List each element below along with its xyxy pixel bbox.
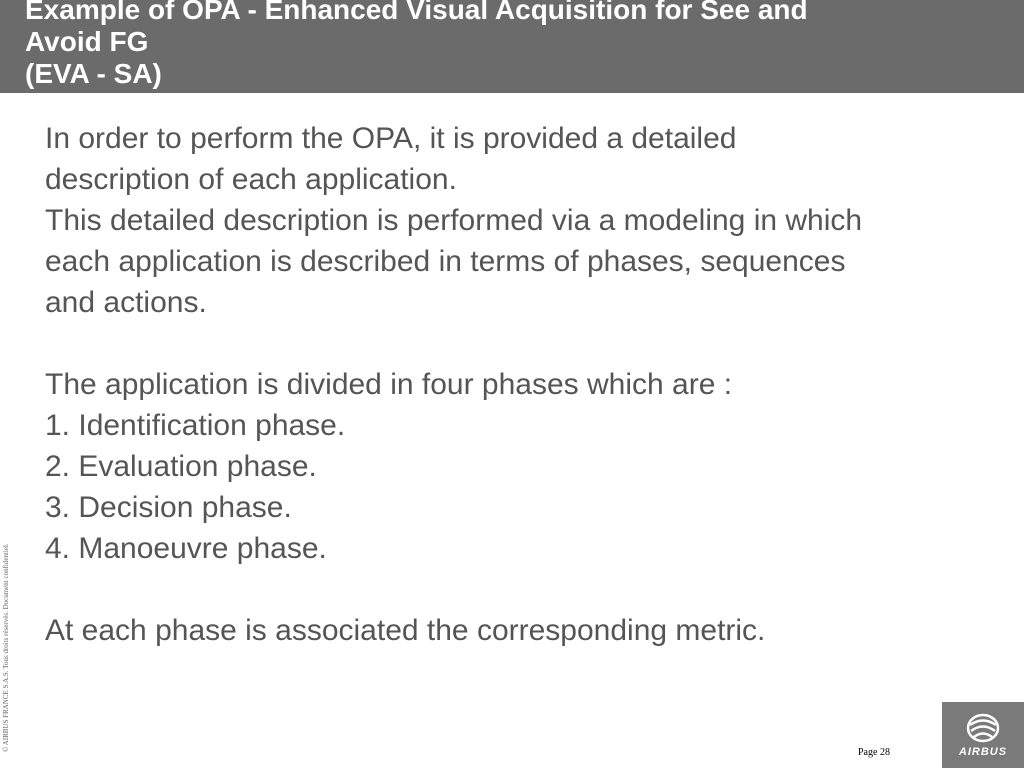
slide-title-line-3: (EVA - SA)	[25, 58, 162, 89]
intro-line-4: each application is described in terms of phases, sequences	[45, 245, 846, 278]
slide-body	[45, 118, 995, 651]
slide-title-line-2: Avoid FG	[25, 26, 149, 57]
phase-item-identification: 1. Identification phase.	[45, 409, 346, 442]
slide-title	[25, 0, 1015, 90]
paragraph-spacer	[45, 323, 995, 364]
copyright-notice: © AIRBUS FRANCE S.A.S. Tous droits réservés. Document confidentiel.	[2, 543, 10, 752]
title-bar	[0, 0, 1024, 93]
intro-line-3: This detailed description is performed via a modeling in which	[45, 204, 863, 237]
airbus-logo-text: AIRBUS	[958, 746, 1008, 758]
airbus-swirl-icon	[965, 712, 1001, 744]
slide-title-line-1: Example of OPA - Enhanced Visual Acquisition for See and	[25, 0, 808, 25]
phase-item-evaluation: 2. Evaluation phase.	[45, 450, 317, 483]
phases-intro: The application is divided in four phases which are :	[45, 368, 733, 401]
paragraph-spacer	[45, 569, 995, 610]
intro-line-5: and actions.	[45, 286, 207, 319]
airbus-logo	[942, 702, 1024, 768]
closing-line: At each phase is associated the corresponding metric.	[45, 614, 766, 647]
phase-item-decision: 3. Decision phase.	[45, 491, 292, 524]
intro-line-1: In order to perform the OPA, it is provided a detailed	[45, 122, 737, 155]
phase-item-manoeuvre: 4. Manoeuvre phase.	[45, 532, 327, 565]
page-number: Page 28	[858, 747, 890, 758]
intro-line-2: description of each application.	[45, 163, 457, 196]
